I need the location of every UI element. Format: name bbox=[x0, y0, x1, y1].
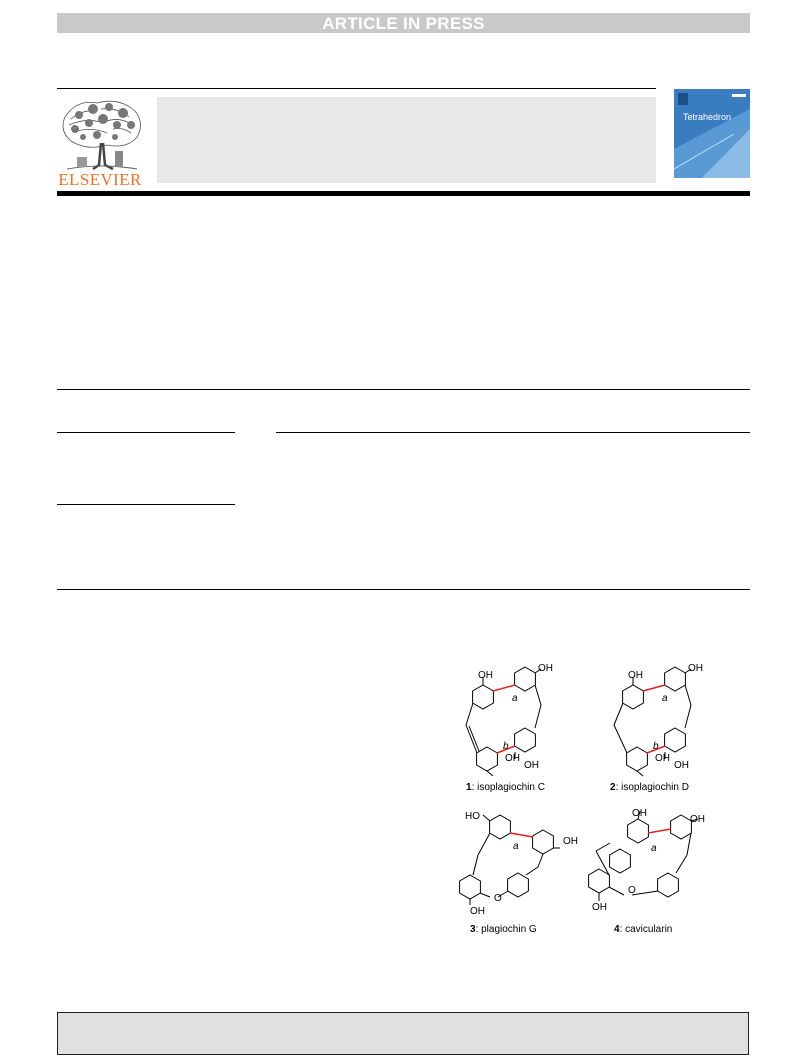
c2-bond-a: a bbox=[662, 693, 668, 704]
bond-a-4 bbox=[648, 829, 671, 833]
compound-3-caption: 3: plagiochin G bbox=[470, 924, 537, 935]
c1-oh-top-left: OH bbox=[478, 670, 493, 681]
c3-oh-right: OH bbox=[563, 836, 578, 847]
c1-oh-bottom-left: OH bbox=[505, 753, 520, 764]
c2-oh-bottom-right: OH bbox=[674, 760, 689, 771]
c2-oh-top-left: OH bbox=[628, 670, 643, 681]
compound-1-caption: 1: isoplagiochin C bbox=[466, 782, 545, 793]
journal-cover-title: Tetrahedron bbox=[683, 112, 732, 122]
c3-ho-top: HO bbox=[465, 811, 480, 822]
c4-ether-o: O bbox=[628, 885, 636, 896]
c4-oh-top-right: OH bbox=[690, 814, 705, 825]
c4-oh-top-left: OH bbox=[632, 808, 647, 819]
header-top-rule bbox=[57, 88, 656, 89]
bond-a-2 bbox=[643, 685, 665, 691]
c1-bond-b: b bbox=[503, 741, 509, 752]
article-info-top-rule bbox=[57, 389, 750, 390]
footer-box bbox=[57, 1012, 749, 1055]
publisher-name: ELSEVIER bbox=[58, 170, 142, 189]
bond-a-3 bbox=[510, 833, 533, 837]
compound-3-structure bbox=[460, 815, 560, 905]
c3-ether-o: O bbox=[494, 893, 502, 904]
natural-products-figure bbox=[428, 655, 750, 945]
compound-2-caption: 2: isoplagiochin D bbox=[610, 782, 689, 793]
c1-bond-a: a bbox=[512, 693, 518, 704]
bond-a-1 bbox=[493, 685, 515, 691]
journal-cover-thumbnail bbox=[674, 89, 750, 186]
header-bottom-rule bbox=[57, 191, 750, 196]
abstract-rule bbox=[276, 432, 750, 433]
c1-oh-bottom-right: OH bbox=[524, 760, 539, 771]
c4-bond-a: a bbox=[651, 843, 657, 854]
c2-oh-bottom-left: OH bbox=[655, 753, 670, 764]
abstract-bottom-rule bbox=[57, 589, 750, 590]
article-info-rule bbox=[57, 432, 235, 433]
c2-bond-b: b bbox=[653, 741, 659, 752]
journal-header-box bbox=[157, 97, 656, 183]
c3-bond-a: a bbox=[513, 841, 519, 852]
c1-oh-top-right: OH bbox=[538, 663, 553, 674]
compound-4-caption: 4: cavicularin bbox=[614, 924, 673, 935]
c2-oh-top-right: OH bbox=[688, 663, 703, 674]
article-in-press-banner: ARTICLE IN PRESS bbox=[57, 13, 750, 33]
c4-oh-bottom: OH bbox=[592, 902, 607, 913]
compound-4-structure bbox=[589, 811, 698, 901]
c3-oh-bottom: OH bbox=[470, 906, 485, 917]
keywords-rule bbox=[57, 504, 235, 505]
